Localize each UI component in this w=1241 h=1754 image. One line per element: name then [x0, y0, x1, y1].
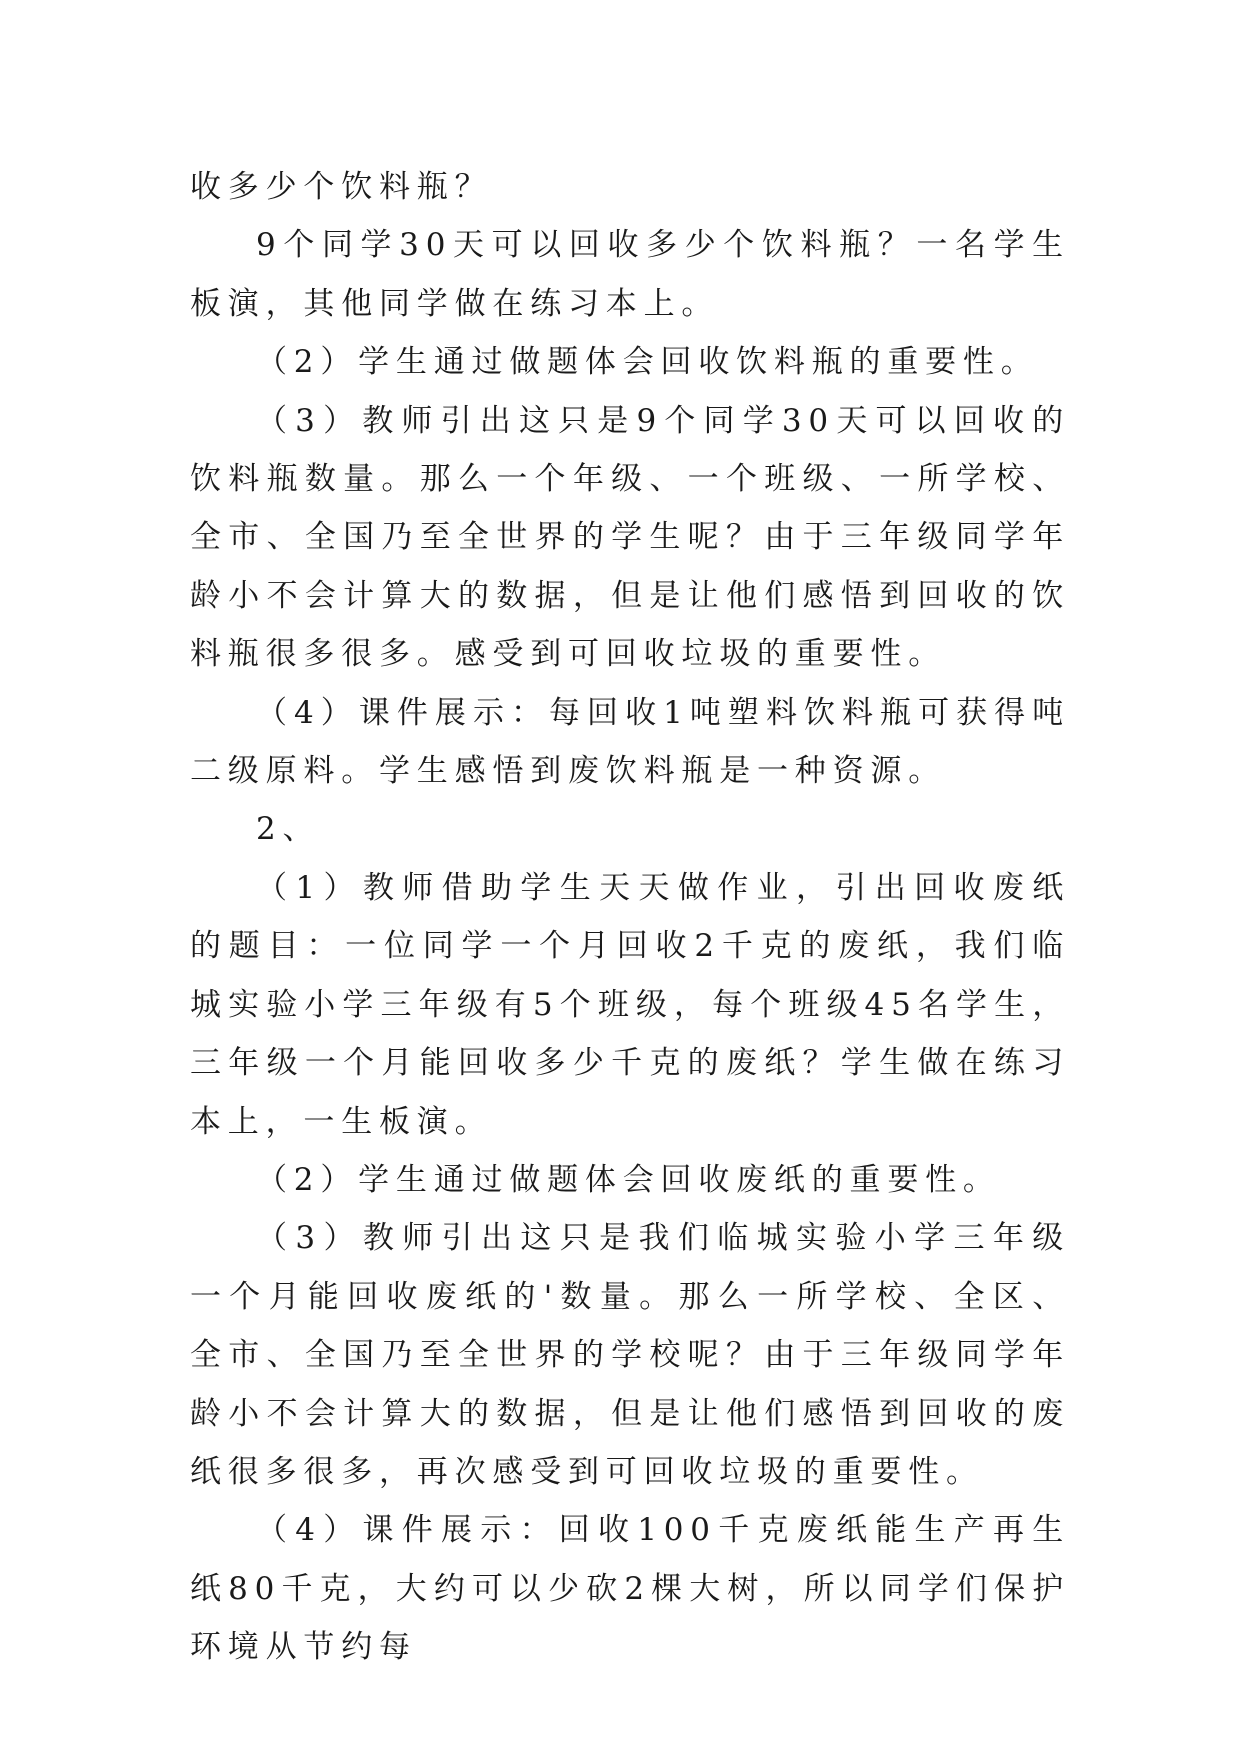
section-number-2: 2、 [256, 811, 321, 848]
paragraph-question-continuation: 收多少个饮料瓶？ [190, 169, 493, 205]
paragraph-paper-importance: （2）学生通过做题体会回收废纸的重要性。 [256, 1161, 1001, 1198]
paragraph-bottle-scale: （3）教师引出这只是9个同学30天可以回收的饮料瓶数量。那么一个年级、一个班级、一所学校、全市、全国乃至全世界的学生呢？由于三年级同学年龄小不会计算大的数据，但是让他们感悟到回收的饮料瓶很多很多。感受到可回收垃圾的重要性。 [190, 402, 1070, 673]
paragraph-paper-problem: （1）教师借助学生天天做作业，引出回收废纸的题目：一位同学一个月回收2千克的废纸，我们临城实验小学三年级有5个班级，每个班级45名学生，三年级一个月能回收多少千克的废纸？学生做在练习本上，一生板演。 [190, 869, 1070, 1140]
paragraph-bottle-problem: 9个同学30天可以回收多少个饮料瓶？一名学生板演，其他同学做在练习本上。 [190, 227, 1070, 322]
paragraph-bottle-importance: （2）学生通过做题体会回收饮料瓶的重要性。 [256, 344, 1039, 381]
document-body [190, 158, 1070, 1677]
paragraph-paper-scale: （3）教师引出这只是我们临城实验小学三年级一个月能回收废纸的'数量。那么一所学校、全区、全市、全国乃至全世界的学校呢？由于三年级同学年龄小不会计算大的数据，但是让他们感悟到回收的废纸很多很多，再次感受到可回收垃圾的重要性。 [190, 1220, 1070, 1490]
paragraph-bottle-courseware: （4）课件展示：每回收1吨塑料饮料瓶可获得吨二级原料。学生感悟到废饮料瓶是一种资源。 [190, 694, 1070, 790]
paragraph-paper-courseware: （4）课件展示：回收100千克废纸能生产再生纸80千克，大约可以少砍2棵大树，所以同学们保护环境从节约每 [190, 1512, 1070, 1666]
